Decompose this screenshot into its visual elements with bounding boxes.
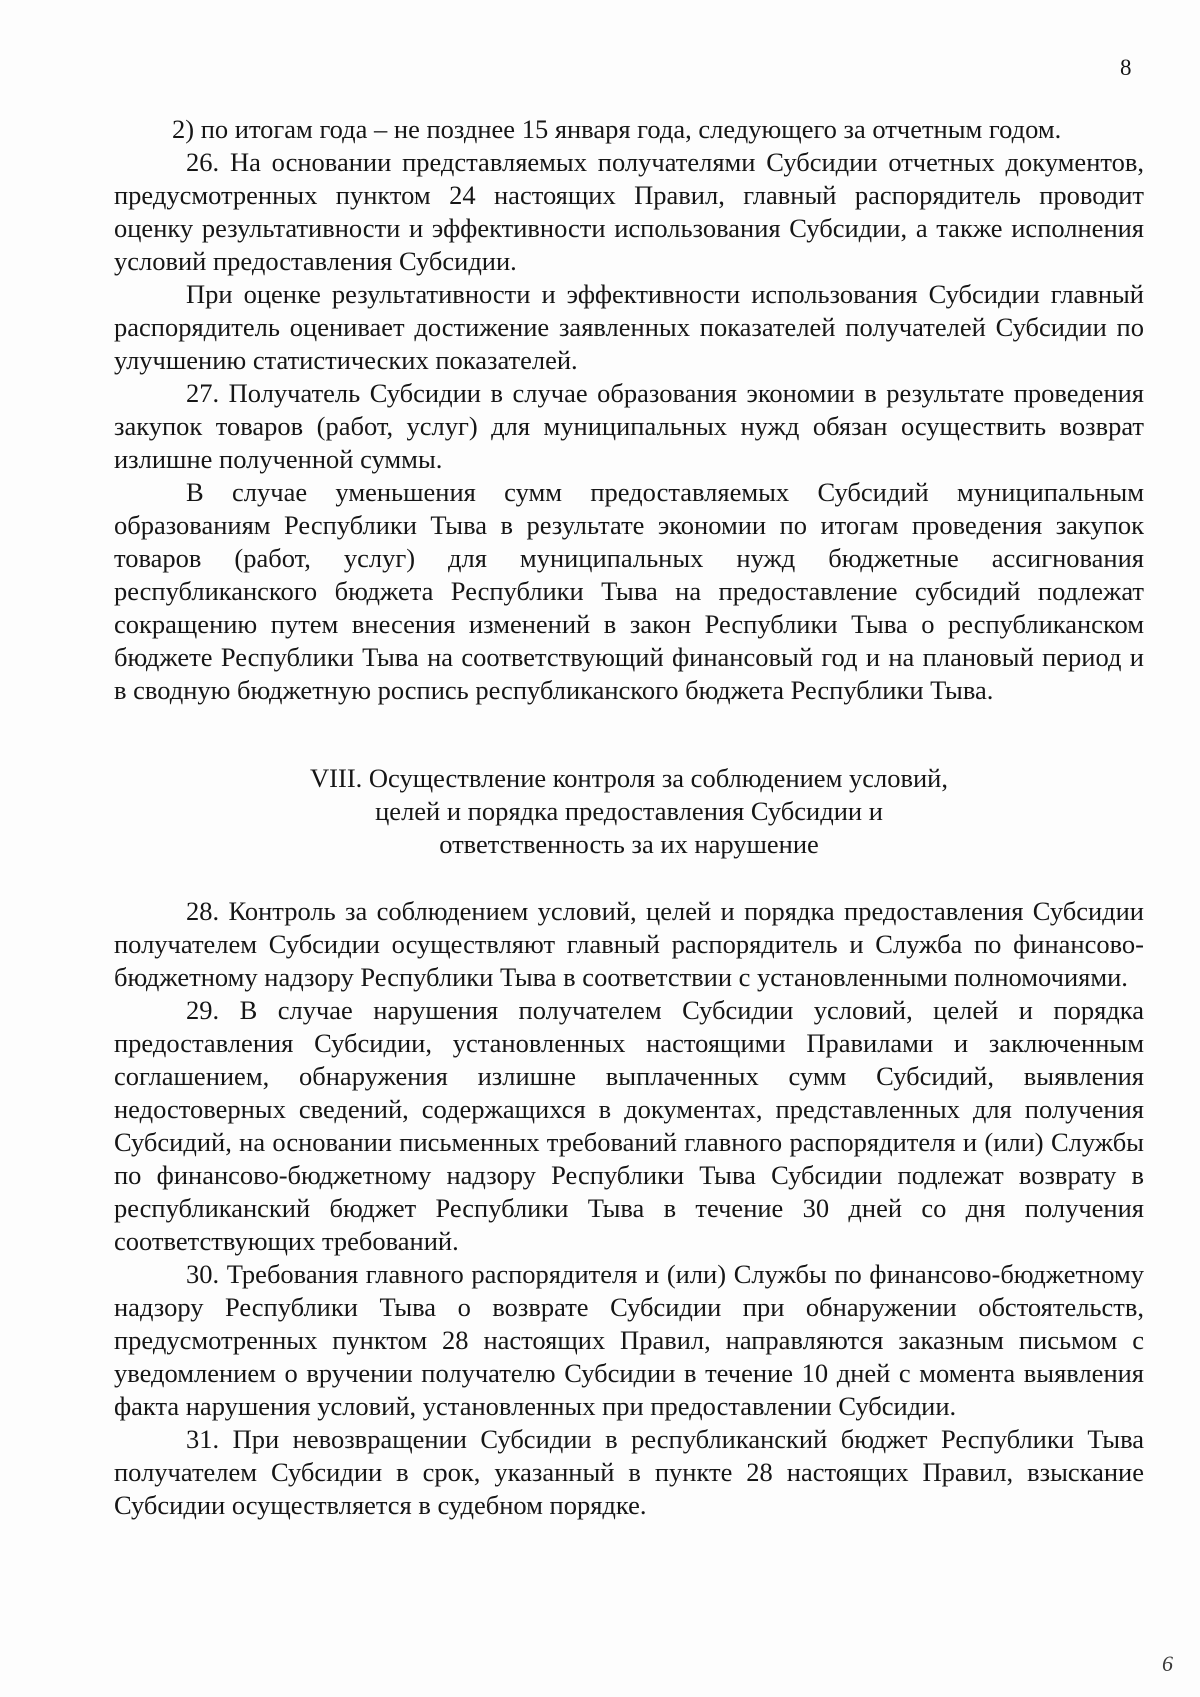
paragraph-29: 29. В случае нарушения получателем Субсидии условий, целей и порядка предоставления Субсидии, установленных настоящими Правилами и заключенным соглашением, обнаружения излишне выплаченных сумм Субсидий, выявления недостоверных сведений, содержащихся в документах, представленных для получения Субсидий, на основании письменных требований главного распорядителя и (или) Службы по финансово-бюджетному надзору Республики Тыва Субсидии подлежат возврату в республиканский бюджет Республики Тыва в течение 30 дней со дня получения соответствующих требований.: [114, 995, 1144, 1256]
top-text-block: [114, 113, 1144, 707]
paragraph-27-reduction: В случае уменьшения сумм предоставляемых Субсидий муниципальным образованиям Республики Тыва в результате экономии по итогам проведения закупок товаров (работ, услуг) для муниципальных нужд бюджетные ассигнования республиканского бюджета Республики Тыва на предоставление субсидий подлежат сокращению путем внесения изменений в закон Республики Тыва о республиканском бюджете Республики Тыва на соответствующий финансовый год и на плановый период и в сводную бюджетную роспись республиканского бюджета Республики Тыва.: [114, 477, 1144, 705]
section-heading-line: целей и порядка предоставления Субсидии и: [375, 796, 883, 826]
paragraph-item-2-deadline: 2) по итогам года – не позднее 15 января года, следующего за отчетным годом.: [172, 114, 1062, 144]
section-heading-line: VIII. Осуществление контроля за соблюдением условий,: [310, 763, 948, 793]
section-heading-viii: [114, 762, 1144, 861]
bottom-text-block: [114, 895, 1144, 1522]
paragraph-26-evaluation: При оценке результативности и эффективности использования Субсидии главный распорядитель оценивает достижение заявленных показателей получателей Субсидии по улучшению статистических показателей.: [114, 279, 1144, 375]
section-heading-line: ответственность за их нарушение: [439, 829, 819, 859]
corner-page-mark: 6: [1162, 1651, 1173, 1676]
page-number: 8: [1120, 55, 1132, 80]
paragraph-31: 31. При невозвращении Субсидии в республиканский бюджет Республики Тыва получателем Субсидии в срок, указанный в пункте 28 настоящих Правил, взыскание Субсидии осуществляется в судебном порядке.: [114, 1424, 1144, 1520]
paragraph-27: 27. Получатель Субсидии в случае образования экономии в результате проведения закупок товаров (работ, услуг) для муниципальных нужд обязан осуществить возврат излишне полученной суммы.: [114, 378, 1144, 474]
paragraph-28: 28. Контроль за соблюдением условий, целей и порядка предоставления Субсидии получателем Субсидии осуществляют главный распорядитель и Служба по финансово-бюджетному надзору Республики Тыва в соответствии с установленными полномочиями.: [114, 896, 1144, 992]
paragraph-26: 26. На основании представляемых получателями Субсидии отчетных документов, предусмотренных пунктом 24 настоящих Правил, главный распорядитель проводит оценку результативности и эффективности использования Субсидии, а также исполнения условий предоставления Субсидии.: [114, 147, 1144, 276]
paragraph-30: 30. Требования главного распорядителя и (или) Службы по финансово-бюджетному надзору Республики Тыва о возврате Субсидии при обнаружении обстоятельств, предусмотренных пунктом 28 настоящих Правил, направляются заказным письмом с уведомлением о вручении получателю Субсидии в течение 10 дней с момента выявления факта нарушения условий, установленных при предоставлении Субсидии.: [114, 1259, 1144, 1421]
